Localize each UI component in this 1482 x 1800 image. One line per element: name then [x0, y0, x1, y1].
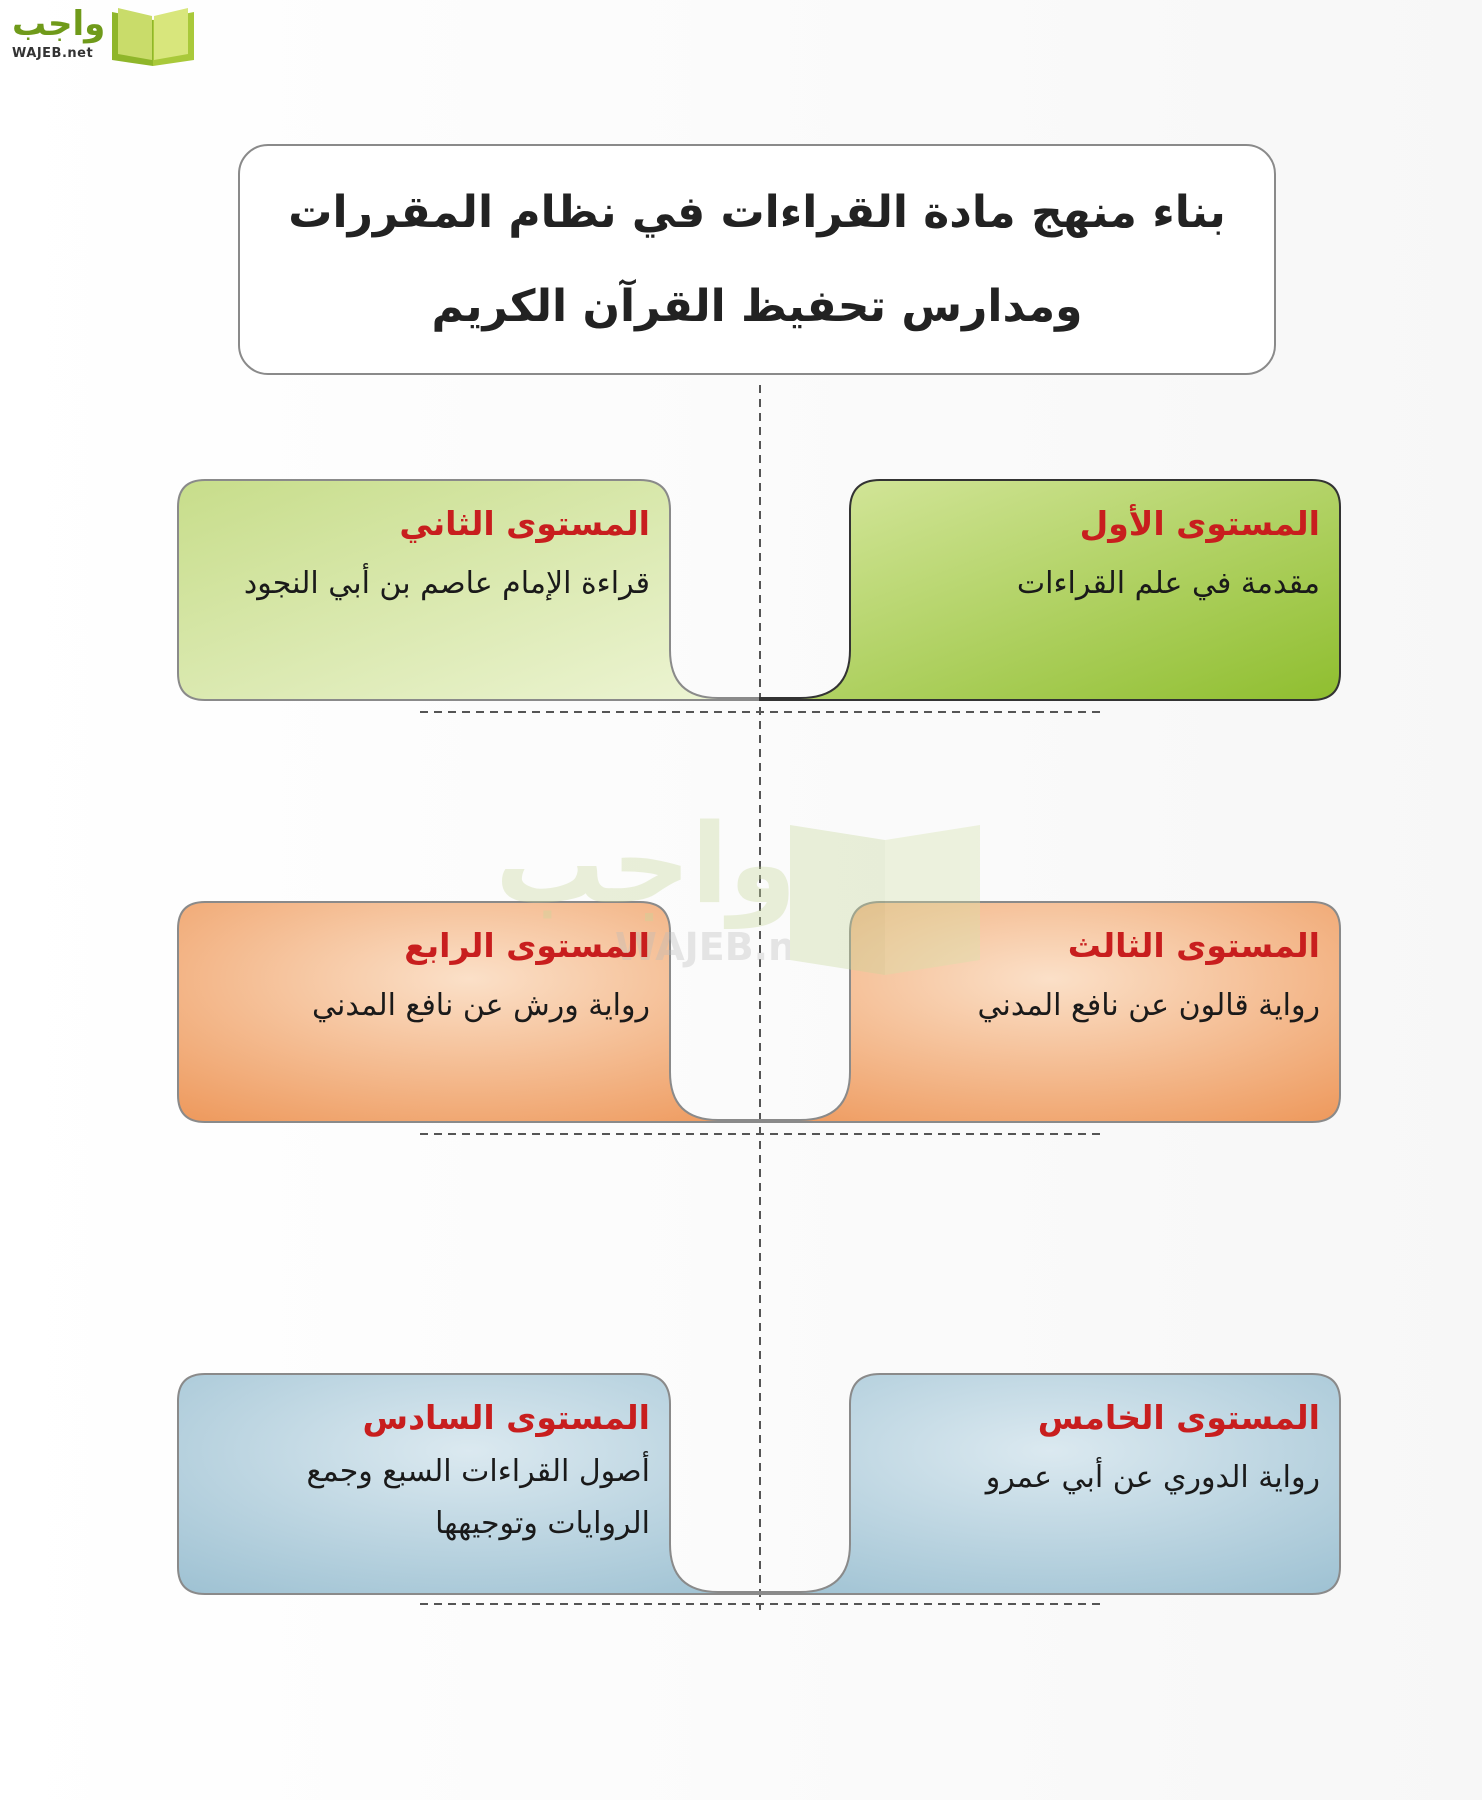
level-3-name: المستوى الثالث: [1067, 926, 1320, 965]
card-level-4: [230, 924, 650, 1034]
level-6-desc: أصول القراءات السبع وجمع الروايات وتوجيهها: [306, 1454, 650, 1541]
level-1-desc: مقدمة في علم القراءات: [1016, 566, 1320, 601]
level-2-name: المستوى الثاني: [399, 504, 650, 543]
card-level-3: [900, 924, 1320, 1034]
card-level-1: [900, 502, 1320, 612]
card-level-6: [230, 1396, 650, 1550]
logo-latin-text: WAJEB.net: [12, 46, 94, 61]
level-6-name: المستوى السادس: [362, 1398, 650, 1437]
level-3-desc: رواية قالون عن نافع المدني: [977, 988, 1320, 1023]
logo-arabic-text: واجب: [12, 4, 106, 44]
level-5-desc: رواية الدوري عن أبي عمرو: [985, 1460, 1320, 1495]
level-4-desc: رواية ورش عن نافع المدني: [312, 988, 650, 1023]
level-5-name: المستوى الخامس: [1037, 1398, 1320, 1437]
level-1-name: المستوى الأول: [1079, 504, 1320, 543]
watermark-arabic-text: واجب: [495, 800, 797, 928]
watermark-latin-text: WAJEB.net: [615, 925, 840, 969]
card-level-5: [900, 1396, 1320, 1506]
level-2-desc: قراءة الإمام عاصم بن أبي النجود: [243, 566, 650, 601]
diagram-title: بناء منهج مادة القراءات في نظام المقررات ومدارس تحفيظ القرآن الكريم: [288, 186, 1226, 332]
card-level-2: [230, 502, 650, 612]
level-4-name: المستوى الرابع: [404, 926, 650, 965]
